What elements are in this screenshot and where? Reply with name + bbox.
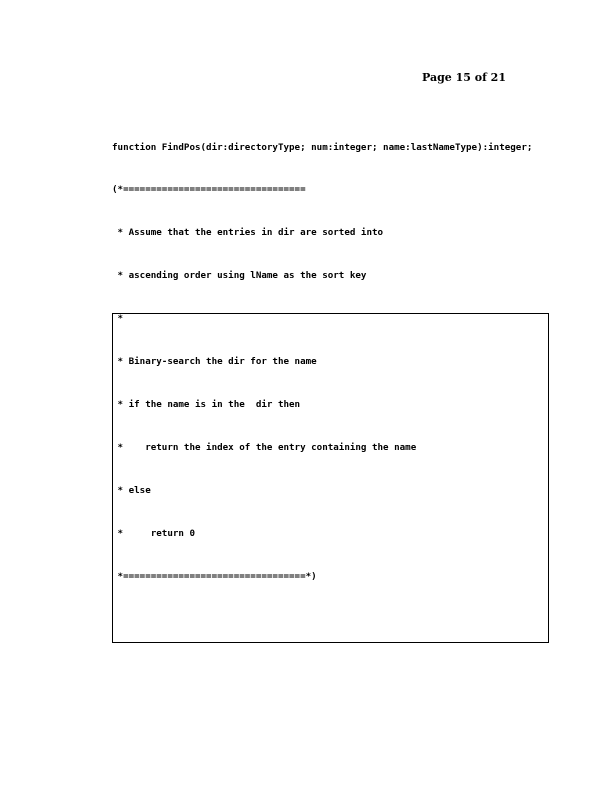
page-number: Page 15 of 21	[422, 71, 506, 84]
code-line: * ascending order using lName as the sort key	[112, 270, 367, 282]
code-line: * return 0	[112, 527, 195, 539]
code-line: * Binary-search the dir for the name	[112, 356, 317, 368]
code-line: * Assume that the entries in dir are sorted into	[112, 227, 384, 239]
code-line: * if the name is in the dir then	[112, 398, 301, 410]
code-line-comment-close: *=================================*)	[112, 570, 317, 582]
code-line-comment-open: (*=================================	[112, 184, 306, 196]
code-line: *	[112, 313, 124, 325]
code-line: * else	[112, 484, 151, 496]
answer-box[interactable]	[112, 313, 549, 643]
code-line-signature: function FindPos(dir:directoryType; num:integer; name:lastNameType):integer;	[112, 141, 533, 153]
code-line: * return the index of the entry containing the name	[112, 441, 417, 453]
